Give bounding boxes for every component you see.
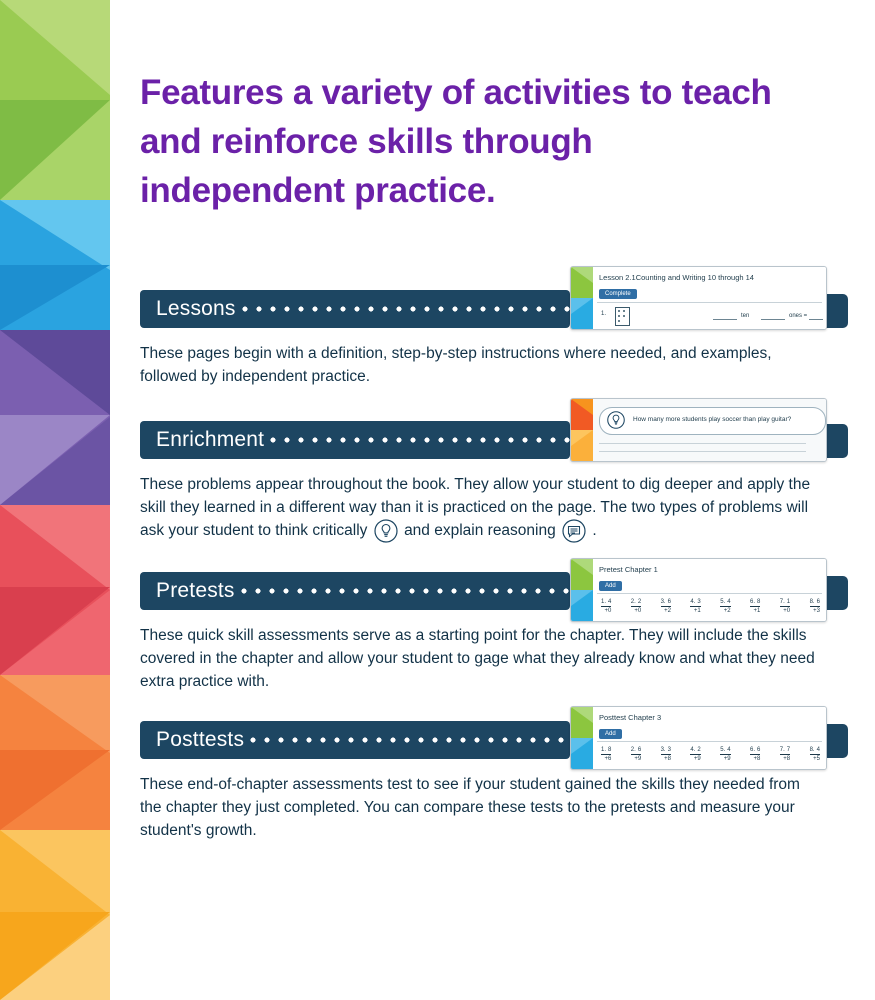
color-band-yellow [0,830,110,1000]
problem-row [601,747,820,763]
answer-blank [713,319,737,320]
thumb-title: Pretest Chapter 1 [599,565,658,574]
thumbnail-pretests [570,558,827,622]
section-label-text: Pretests [156,579,235,602]
lightbulb-icon [374,519,398,550]
dotted-leader [246,721,570,759]
color-band-orange [0,675,110,830]
thumb-title: Lesson 2.1Counting and Writing 10 through 14 [599,273,754,282]
thumb-color-strip [571,707,593,769]
decorative-color-bar [0,0,110,1000]
thumb-content-lessons [593,267,826,329]
problem-item: 5. 4 +2 [720,599,731,614]
problem-item: 7. 7 +8 [779,747,791,762]
problem-item: 1. 4 +0 [601,599,612,614]
answer-blank [809,319,823,320]
problem-item: 3. 3 +8 [660,747,671,762]
body-text-part1: These problems appear throughout the book. They allow your student to dig deeper and apply the skill they learned in a different way than it is practiced on the page. The two types of problems will ask your student to think critically [140,476,811,539]
lightbulb-icon [607,411,625,429]
dotted-leader [266,421,570,459]
problem-item: 6. 6 +8 [749,747,761,762]
thumb-complete-button[interactable]: Complete [599,289,637,299]
problem-item: 6. 8 +1 [749,599,761,614]
thumbnail-posttests [570,706,827,770]
section-body-posttests: These end-of-chapter assessments test to see if your student gained the skills they needed from the chapter they just completed. You can compare these tests to the pretests and measure your student's growth. [140,776,800,839]
speech-note-icon [562,519,586,550]
section-label-lessons [140,290,570,328]
problem-item: 4. 3 +1 [690,599,701,614]
problem-item: 8. 6 +3 [809,599,820,614]
body-text-part3: . [592,522,597,539]
thumb-divider [597,741,822,742]
section-label-pretests [140,572,570,610]
thumbnail-lessons [570,266,827,330]
dotted-leader [237,572,570,610]
thumb-add-button[interactable]: Add [599,729,622,739]
color-band-green [0,0,110,200]
problem-item: 3. 6 +2 [660,599,671,614]
problem-item: 2. 2 +0 [630,599,642,614]
field-label-ten: ten [741,313,750,319]
thumb-content-pretests [593,559,826,621]
page-title: Features a variety of activities to teach and reinforce skills through independent practice. [140,73,772,210]
thumb-color-strip [571,559,593,621]
problem-item: 7. 1 +0 [779,599,791,614]
section-body-enrichment [140,473,816,550]
problem-item: 4. 2 +9 [690,747,701,762]
section-body-pretests: These quick skill assessments serve as a starting point for the chapter. They will include the skills covered in the chapter and allow your student to gage what they already know and what they need extra practice with. [140,627,815,690]
ten-frame-icon [615,307,630,326]
thumb-title: Posttest Chapter 3 [599,713,662,722]
section-body-lessons: These pages begin with a definition, step-by-step instructions where needed, and examples, followed by independent practice. [140,345,772,385]
section-label-text: Enrichment [156,428,265,451]
problem-item: 5. 4 +9 [720,747,731,762]
color-band-red [0,505,110,675]
answer-blank [761,319,785,320]
problem-row [601,599,820,615]
thumb-divider [597,302,822,303]
body-text-part2: and explain reasoning [404,522,556,539]
thumb-item-index: 1. [601,311,607,317]
color-band-purple [0,330,110,505]
problem-item: 2. 6 +9 [630,747,642,762]
thumb-divider [597,593,822,594]
thumb-content-enrichment [593,399,826,461]
section-label-text: Posttests [156,728,245,751]
section-label-text: Lessons [156,297,236,320]
section-label-posttests [140,721,570,759]
field-label-ones: ones = [789,313,808,319]
thumb-divider [599,443,806,444]
problem-item: 1. 8 +6 [601,747,612,762]
thumb-divider [599,451,806,452]
thumb-content-posttests [593,707,826,769]
dotted-leader [238,290,570,328]
enrichment-question-text: How many more students play soccer than play guitar? [633,416,792,423]
problem-item: 8. 4 +5 [809,747,820,762]
thumbnail-enrichment [570,398,827,462]
thumb-color-strip [571,267,593,329]
section-label-enrichment [140,421,570,459]
thumb-color-strip [571,399,593,461]
color-band-blue [0,200,110,330]
thumb-add-button[interactable]: Add [599,581,622,591]
